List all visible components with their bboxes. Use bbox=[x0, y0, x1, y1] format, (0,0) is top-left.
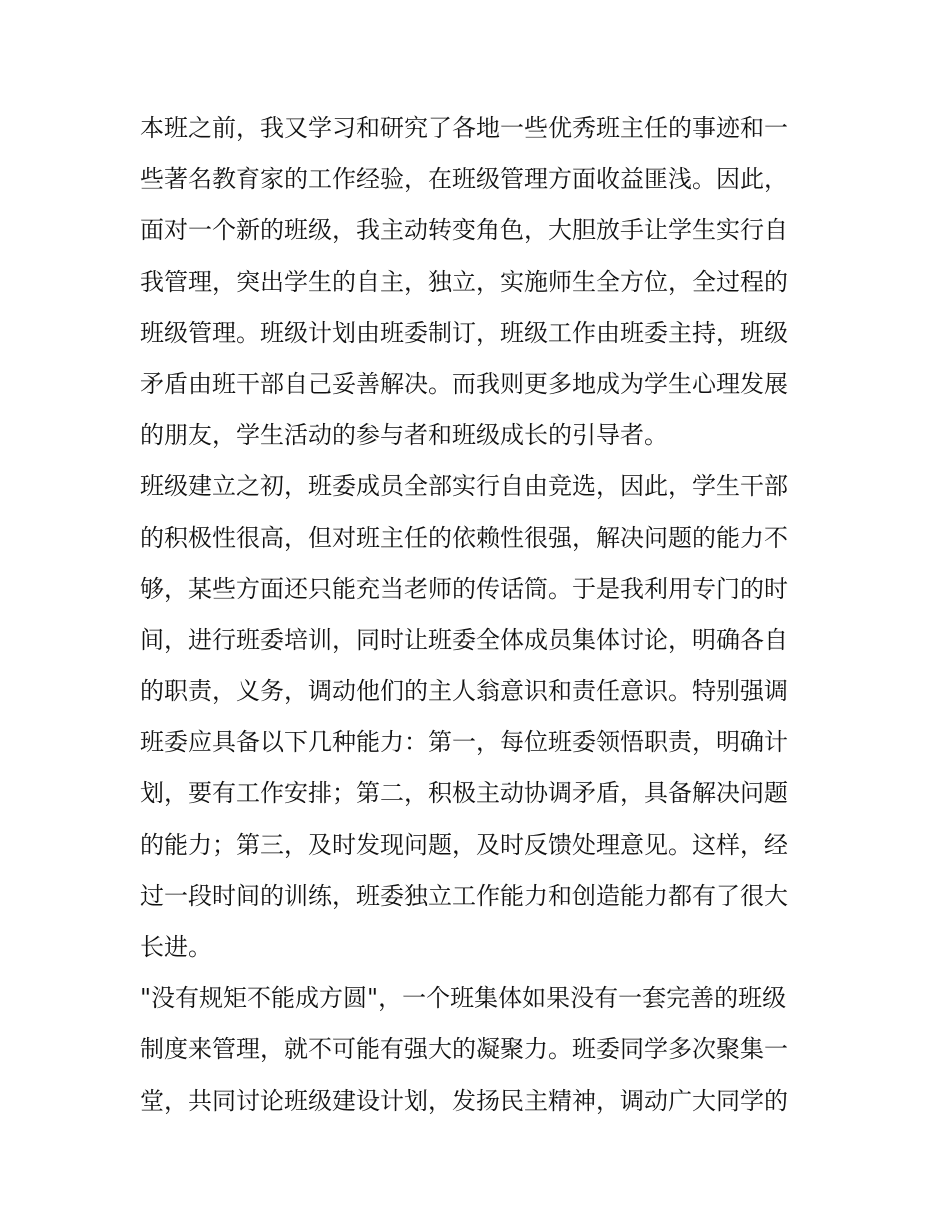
text-line: 的朋友，学生活动的参与者和班级成长的引导者。 bbox=[140, 421, 668, 450]
text-line: 够，某些方面还只能充当老师的传话筒。于是我利用专门的时 bbox=[140, 574, 788, 603]
text-line: 些著名教育家的工作经验，在班级管理方面收益匪浅。因此， bbox=[140, 165, 788, 194]
text-line: 堂，共同讨论班级建设计划，发扬民主精神，调动广大同学的 bbox=[140, 1086, 788, 1115]
text-line: 班级管理。班级计划由班委制订，班级工作由班委主持，班级 bbox=[140, 318, 788, 347]
text-line: 制度来管理，就不可能有强大的凝聚力。班委同学多次聚集一 bbox=[140, 1035, 788, 1064]
text-line: 矛盾由班干部自己妥善解决。而我则更多地成为学生心理发展 bbox=[140, 369, 788, 398]
text-line: 的积极性很高，但对班主任的依赖性很强，解决问题的能力不 bbox=[140, 523, 788, 552]
body-text bbox=[140, 103, 820, 1127]
text-line: 过一段时间的训练，班委独立工作能力和创造能力都有了很大 bbox=[140, 881, 788, 910]
text-line: 间，进行班委培训，同时让班委全体成员集体讨论，明确各自 bbox=[140, 625, 788, 654]
text-line: 长进。 bbox=[140, 933, 212, 961]
text-line: 我管理，突出学生的自主，独立，实施师生全方位，全过程的 bbox=[140, 267, 788, 296]
text-line: 面对一个新的班级，我主动转变角色，大胆放手让学生实行自 bbox=[140, 216, 788, 245]
text-line: 的能力；第三，及时发现问题，及时反馈处理意见。这样，经 bbox=[140, 830, 788, 859]
text-line: 班委应具备以下几种能力：第一，每位班委领悟职责，明确计 bbox=[140, 728, 788, 757]
text-line: 班级建立之初，班委成员全部实行自由竞选，因此，学生干部 bbox=[140, 472, 788, 501]
text-line: 的职责，义务，调动他们的主人翁意识和责任意识。特别强调 bbox=[140, 677, 788, 706]
text-line: 本班之前，我又学习和研究了各地一些优秀班主任的事迹和一 bbox=[140, 114, 788, 142]
text-line: "没有规矩不能成方圆"，一个班集体如果没有一套完善的班级 bbox=[140, 984, 787, 1013]
text-line: 划，要有工作安排；第二，积极主动协调矛盾，具备解决问题 bbox=[140, 779, 788, 808]
